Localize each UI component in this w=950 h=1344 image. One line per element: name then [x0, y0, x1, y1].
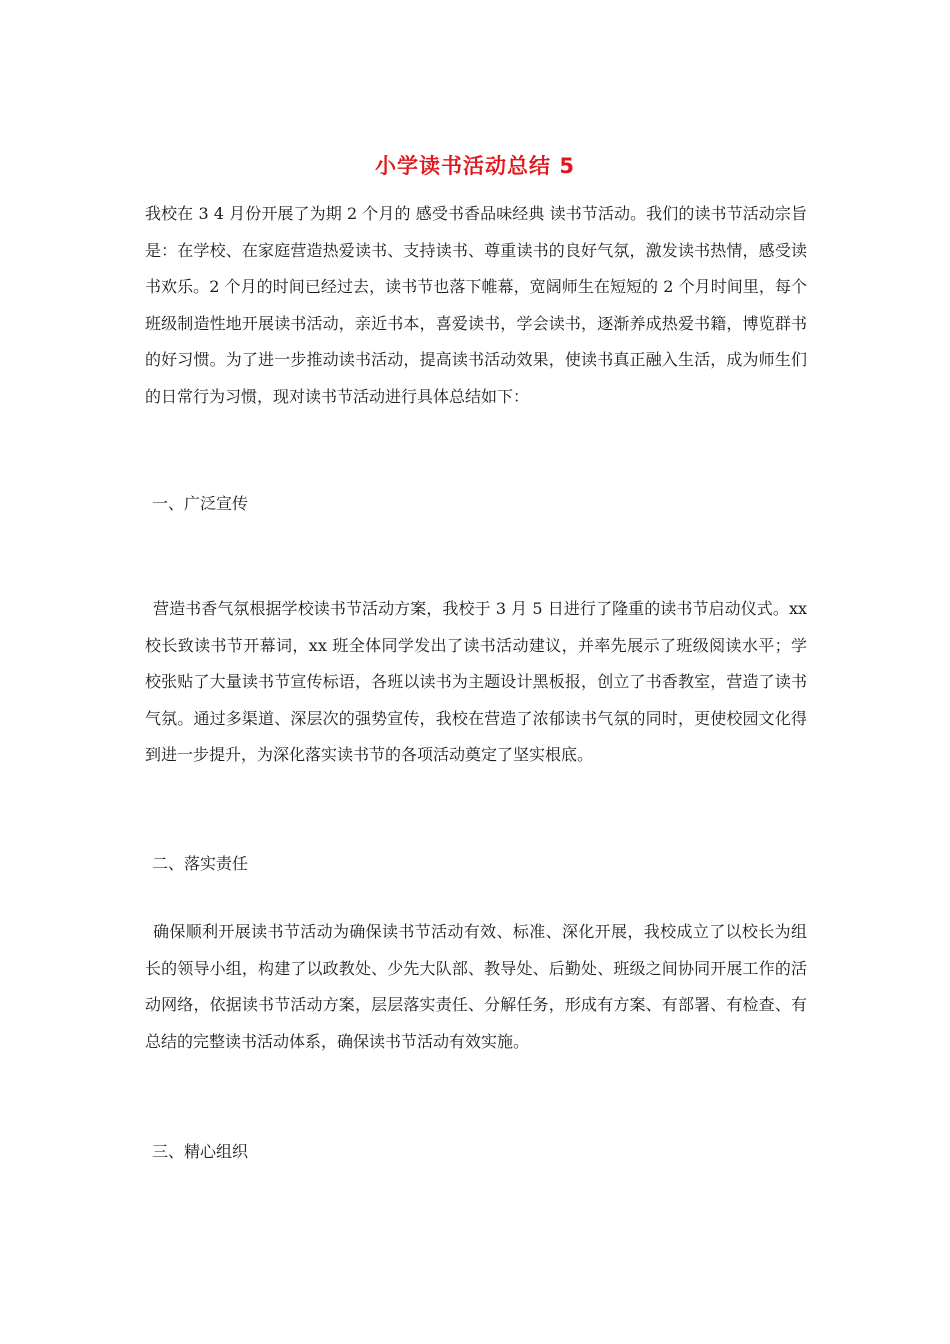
section-body-2: 确保顺利开展读书节活动为确保读书节活动有效、标准、深化开展，我校成立了以校长为组长的领导小组，构建了以政教处、少先大队部、教导处、后勤处、班级之间协同开展工作的活动网络，依据读书节活动方案，层层落实责任、分解任务，形成有方案、有部署、有检查、有总结的完整读书活动体系，确保读书节活动有效实施。	[145, 922, 807, 1051]
page-title: 小学读书活动总结 5	[375, 154, 575, 178]
intro-paragraph: 我校在 3 4 月份开展了为期 2 个月的 感受书香品味经典 读书节活动。我们的读书节活动宗旨是：在学校、在家庭营造热爱读书、支持读书、尊重读书的良好气氛，激发读书热情，感受读书欢乐。2 个月的时间已经过去，读书节也落下帷幕，宽阔师生在短短的 2 个月时间里，每个班级制造性地开展读书活动，亲近书本，喜爱读书，学会读书，逐渐养成热爱书籍，博览群书的好习惯。为了进一步推动读书活动，提高读书活动效果，使读书真正融入生活，成为师生们的日常行为习惯，现对读书节活动进行具体总结如下：	[145, 204, 807, 406]
section-heading-1: 一、广泛宣传	[152, 494, 249, 513]
section-heading-2: 二、落实责任	[152, 854, 249, 873]
section-heading-3: 三、精心组织	[152, 1142, 249, 1161]
section-body-1: 营造书香气氛根据学校读书节活动方案，我校于 3 月 5 日进行了隆重的读书节启动仪式。xx 校长致读书节开幕词，xx 班全体同学发出了读书活动建议，并率先展示了班级阅读水平；学校张贴了大量读书节宣传标语，各班以读书为主题设计黑板报，创立了书香教室，营造了读书气氛。通过多渠道、深层次的强势宣传，我校在营造了浓郁读书气氛的同时，更使校园文化得到进一步提升，为深化落实读书节的各项活动奠定了坚实根底。	[145, 599, 807, 764]
